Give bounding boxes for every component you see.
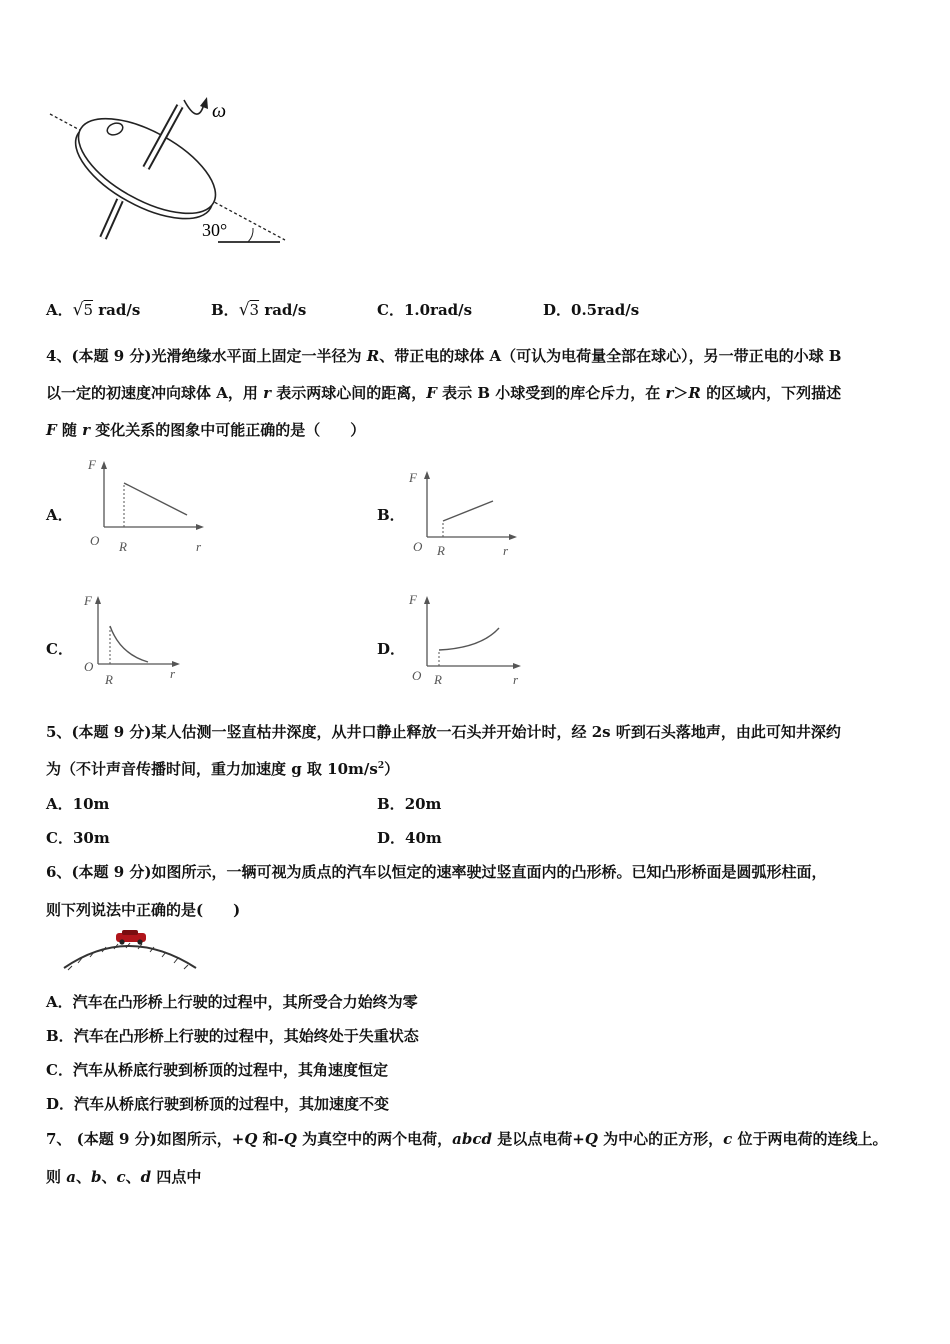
curve bbox=[110, 626, 148, 662]
q5-option-a: A．10m bbox=[46, 795, 110, 813]
q3-option-a: A．√5 rad/s bbox=[46, 300, 141, 320]
q5-option-b: B．20m bbox=[377, 795, 442, 813]
q6-option-b: B．汽车在凸形桥上行驶的过程中，其始终处于失重状态 bbox=[46, 1027, 419, 1045]
svg-text:O: O bbox=[412, 668, 422, 683]
svg-text:R: R bbox=[434, 672, 442, 687]
q4-graph-a bbox=[82, 455, 212, 555]
q5-line2: 为（不计声音传播时间，重力加速度 g 取 $10m/s^2$） bbox=[46, 760, 400, 778]
omega-label: ω bbox=[212, 100, 227, 122]
svg-text:F: F bbox=[84, 593, 92, 608]
svg-text:R: R bbox=[119, 539, 127, 554]
curve bbox=[439, 628, 499, 650]
q3-option-d: D．0.5rad/s bbox=[543, 301, 640, 319]
q3-option-b: B．√3 rad/s bbox=[211, 300, 307, 320]
svg-text:F: F bbox=[409, 470, 417, 485]
svg-text:O: O bbox=[413, 539, 423, 554]
svg-text:r: r bbox=[196, 539, 202, 554]
q4-line2: 以一定的初速度冲向球体 A，用 r 表示两球心间的距离，F 表示 B 小球受到的库仑斥力，在 r＞R 的区域内，下列描述 bbox=[46, 384, 842, 402]
q7-line1: 7、 (本题 9 分)如图所示，+Q 和-Q 为真空中的两个电荷，abcd 是以点电荷+Q 为中心的正方形，c 位于两电荷的连线上。 bbox=[46, 1130, 888, 1148]
q4-line3: F 随 r 变化关系的图象中可能正确的是（ ） bbox=[46, 421, 366, 439]
q4-graph-c bbox=[80, 590, 190, 690]
q4-graph-b bbox=[403, 465, 523, 565]
q5-line1: 5、(本题 9 分)某人估测一竖直枯井深度，从井口静止释放一石头并开始计时，经 2s 听到石头落地声，由此可知井深约 bbox=[46, 723, 841, 741]
q5-option-d: D．40m bbox=[377, 829, 442, 847]
q6-line1: 6、(本题 9 分)如图所示，一辆可视为质点的汽车以恒定的速率驶过竖直面内的凸形桥。已知凸形桥面是圆弧形柱面， bbox=[46, 863, 827, 881]
q4-line1: 4、(本题 9 分)光滑绝缘水平面上固定一半径为 R、带正电的球体 A（可认为电荷量全部在球心），另一带正电的小球 B bbox=[46, 347, 842, 365]
svg-text:F: F bbox=[409, 592, 417, 607]
svg-text:F: F bbox=[88, 457, 96, 472]
curve bbox=[124, 483, 187, 515]
q6-bridge-figure bbox=[58, 928, 203, 976]
svg-text:r: r bbox=[513, 672, 519, 687]
q6-line2: 则下列说法中正确的是( ) bbox=[46, 901, 241, 919]
q3-figure bbox=[40, 92, 300, 252]
curve bbox=[443, 501, 493, 521]
q4-graph-d bbox=[403, 588, 528, 688]
q7-line2: 则 a、b、c、d 四点中 bbox=[46, 1168, 202, 1186]
q6-option-d: D．汽车从桥底行驶到桥顶的过程中，其加速度不变 bbox=[46, 1095, 390, 1113]
svg-text:R: R bbox=[105, 672, 113, 687]
svg-text:R: R bbox=[437, 543, 445, 558]
svg-text:O: O bbox=[84, 659, 94, 674]
q4-option-c: C． bbox=[46, 640, 73, 658]
q3-option-c: C．1.0rad/s bbox=[377, 301, 473, 319]
q6-option-a: A．汽车在凸形桥上行驶的过程中，其所受合力始终为零 bbox=[46, 993, 418, 1011]
svg-text:r: r bbox=[503, 543, 509, 558]
car-icon bbox=[116, 930, 146, 945]
q4-option-a: A． bbox=[46, 506, 73, 524]
svg-text:O: O bbox=[90, 533, 100, 548]
q6-option-c: C．汽车从桥底行驶到桥顶的过程中，其角速度恒定 bbox=[46, 1061, 388, 1079]
q4-option-b: B． bbox=[377, 506, 405, 524]
svg-text:r: r bbox=[170, 666, 176, 681]
angle-label: 30° bbox=[202, 220, 228, 240]
q5-option-c: C．30m bbox=[46, 829, 110, 847]
q4-option-d: D． bbox=[377, 640, 406, 658]
